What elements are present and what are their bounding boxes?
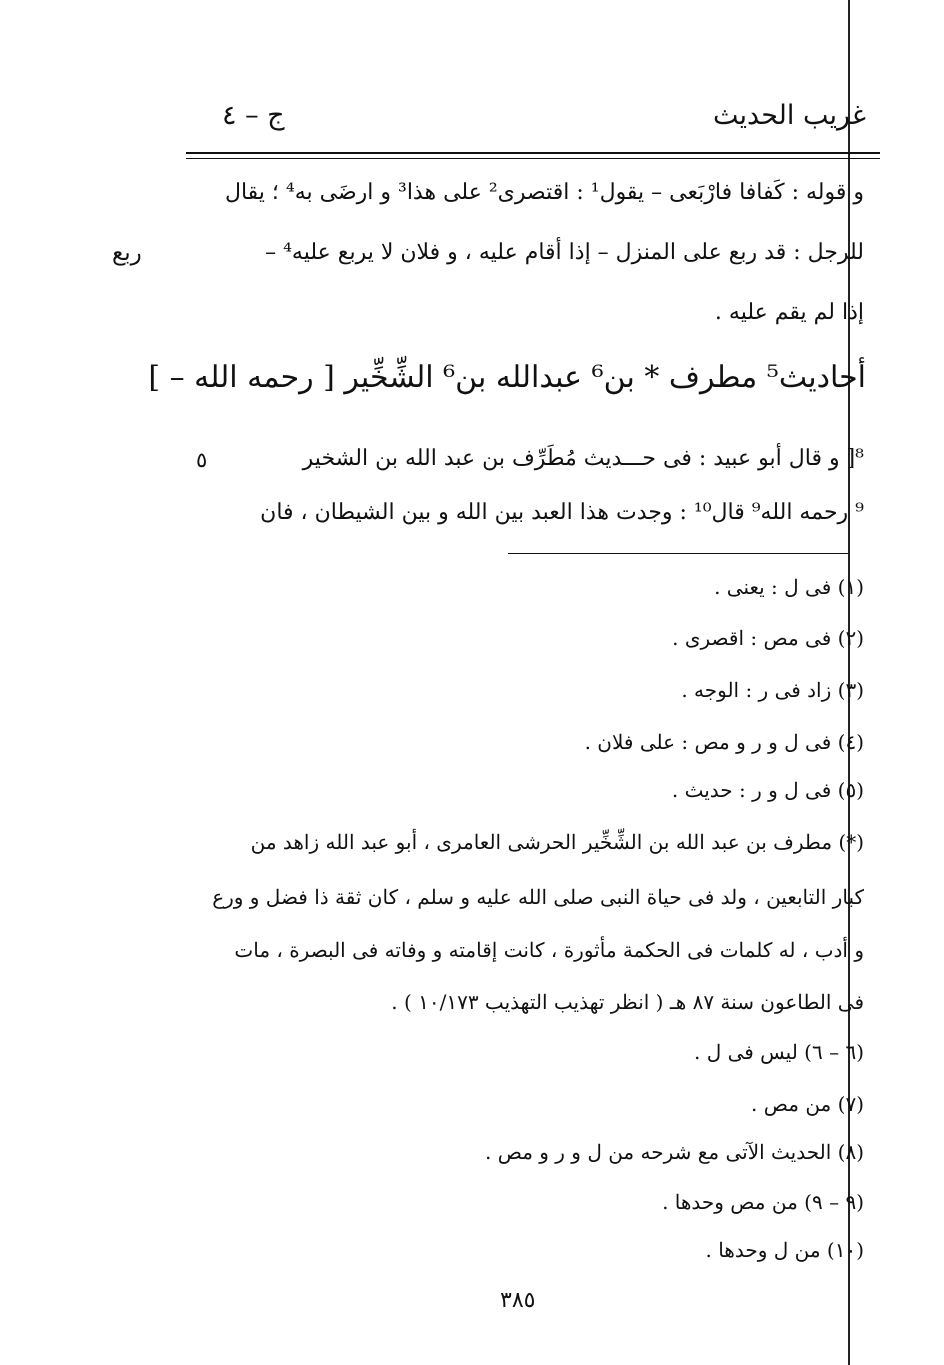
page-number: ٣٨٥ bbox=[500, 1288, 536, 1313]
body-line-4: ⁸[ و قال أبو عبيد : فى حـــديث مُطَرِّف بن عبد الله بن الشخير bbox=[302, 446, 864, 471]
footnote: (٩ – ٩) من مص وحدها . bbox=[662, 1190, 864, 1214]
section-heading: أحاديث⁵ مطرف * بن⁶ عبدالله بن⁶ الشِّخِّير [ رحمه الله – ] bbox=[148, 360, 866, 395]
footnote: (٣) زاد فى ر : الوجه . bbox=[681, 678, 864, 702]
running-title: غريب الحديث bbox=[713, 100, 866, 131]
header-rule-thin bbox=[186, 158, 880, 159]
margin-keyword: ربع bbox=[112, 240, 142, 266]
body-line-3: إذا لم يقم عليه . bbox=[714, 300, 864, 325]
footnote: (*) مطرف بن عبد الله بن الشِّخِّير الحرشى العامرى ، أبو عبد الله زاهد من bbox=[250, 830, 864, 854]
footnote: (٥) فى ل و ر : حديث . bbox=[671, 778, 864, 802]
footnote: (٤) فى ل و ر و مص : على فلان . bbox=[584, 730, 864, 754]
footnote: (٧) من مص . bbox=[751, 1092, 864, 1116]
footnote: (٨) الحديث الآتى مع شرحه من ل و ر و مص . bbox=[484, 1140, 864, 1164]
footnote-continuation: كبار التابعين ، ولد فى حياة النبى صلى الله عليه و سلم ، كان ثقة ذا فضل و ورع bbox=[212, 885, 864, 909]
volume-label: ج – ٤ bbox=[222, 100, 285, 131]
footnote: (١٠) من ل وحدها . bbox=[705, 1238, 864, 1262]
footnote-continuation: و أدب ، له كلمات فى الحكمة مأثورة ، كانت إقامته و وفاته فى البصرة ، مات bbox=[234, 938, 864, 962]
footnote: (٦ – ٦) ليس فى ل . bbox=[693, 1040, 864, 1064]
header-rule-thick bbox=[186, 152, 880, 154]
body-line-2: للرجل : قد ربع على المنزل – إذا أقام عليه ، و فلان لا يربع عليه⁴ – bbox=[265, 240, 864, 265]
footnote: (٢) فى مص : اقصرى . bbox=[672, 626, 864, 650]
footnote-continuation: فى الطاعون سنة ٨٧ هـ ( انظر تهذيب التهذيب ١٠/١٧٣ ) . bbox=[391, 990, 864, 1014]
footnote-separator bbox=[508, 553, 848, 554]
line-number: ٥ bbox=[196, 448, 208, 472]
body-line-5: ⁹ رحمه الله⁹ قال¹⁰ : وجدت هذا العبد بين الله و بين الشيطان ، فان bbox=[260, 500, 864, 525]
body-line-1: و قوله : كَفافا فارْبَعى – يقول¹ : اقتصرى² على هذا³ و ارضَى به⁴ ؛ يقال bbox=[224, 180, 864, 205]
footnote: (١) فى ل : يعنى . bbox=[714, 575, 864, 599]
